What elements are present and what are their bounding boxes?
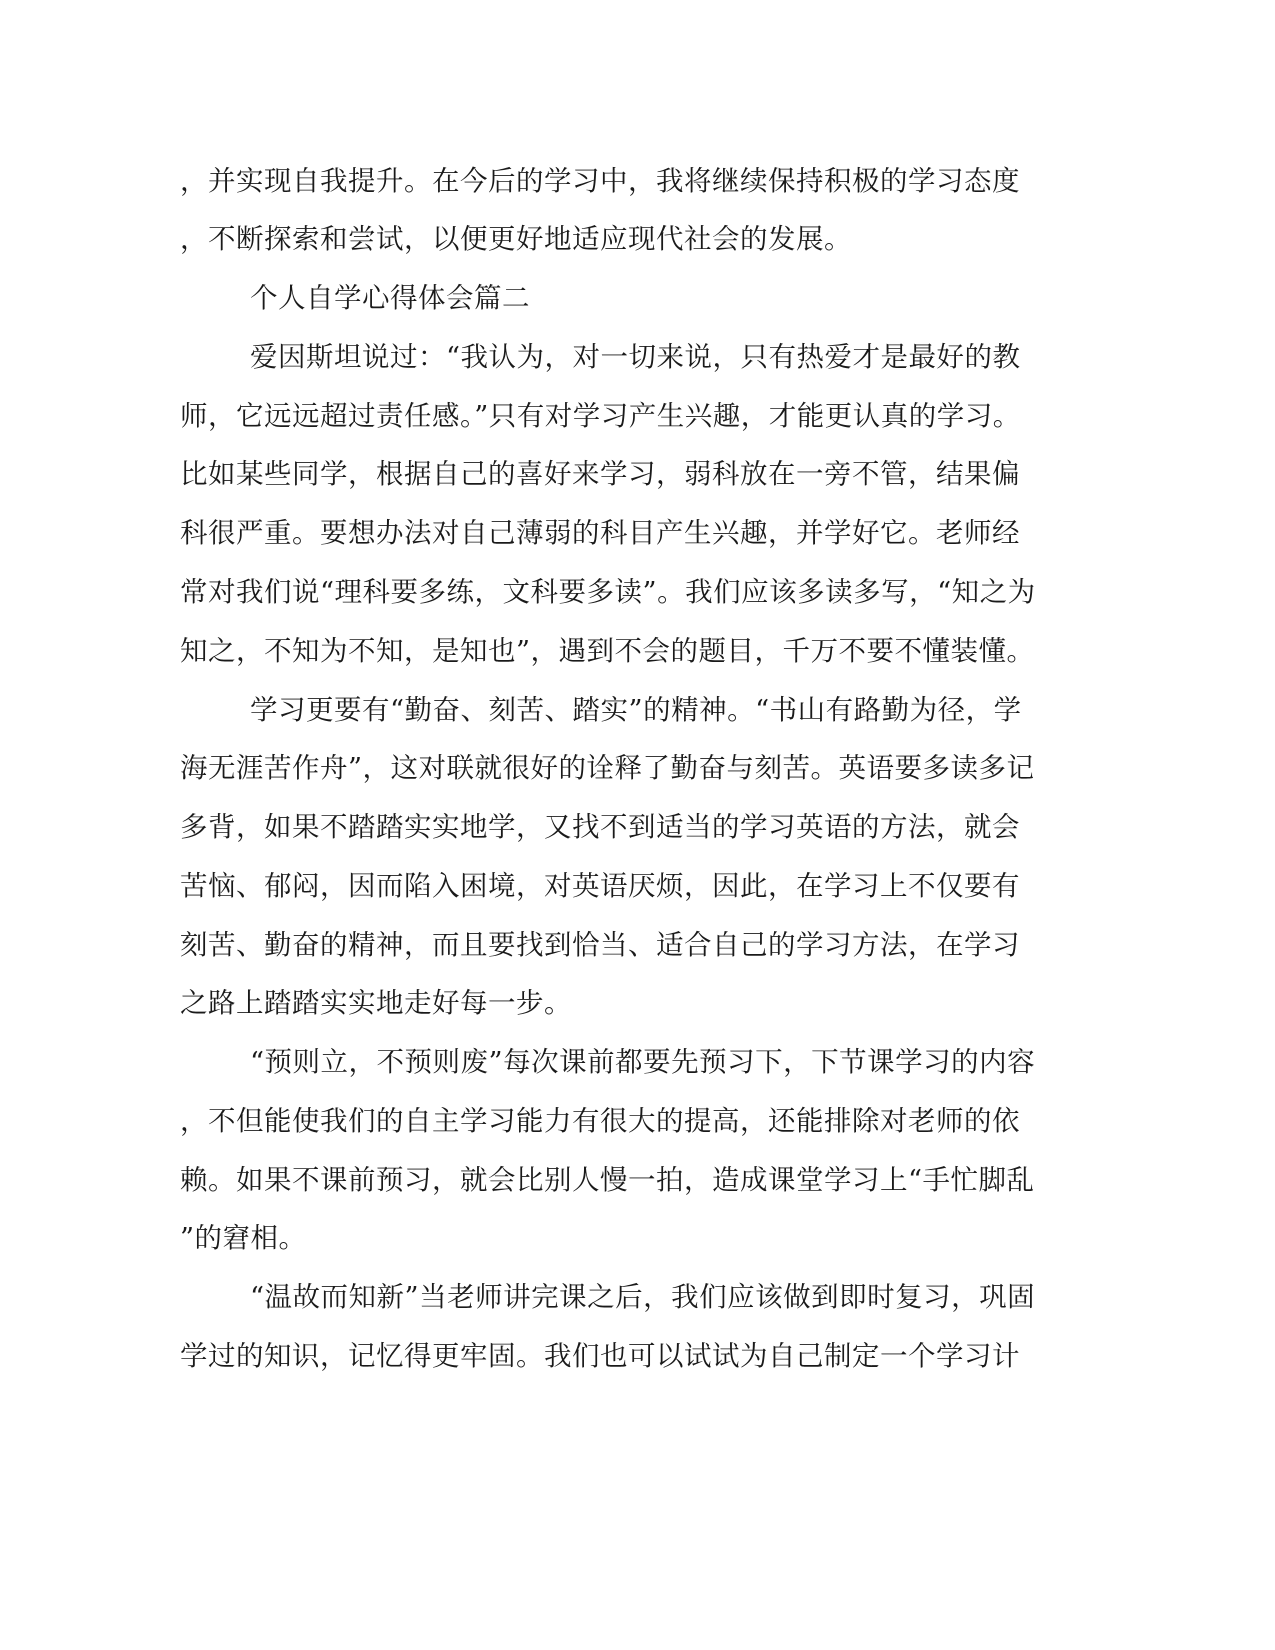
text-line: 学习更要有“勤奋、刻苦、踏实”的精神。“书山有路勤为径，学	[250, 694, 1022, 726]
text-line: ，不断探索和尝试，以便更好地适应现代社会的发展。	[180, 223, 852, 255]
text-line: ，并实现自我提升。在今后的学习中，我将继续保持积极的学习态度	[180, 165, 1020, 197]
text-line: ，不但能使我们的自主学习能力有很大的提高，还能排除对老师的依	[180, 1105, 1020, 1137]
text-line: 刻苦、勤奋的精神，而且要找到恰当、适合自己的学习方法，在学习	[180, 929, 1020, 961]
text-line: 科很严重。要想办法对自己薄弱的科目产生兴趣，并学好它。老师经	[180, 517, 1020, 549]
text-line: 师，它远远超过责任感。”只有对学习产生兴趣，才能更认真的学习。	[180, 400, 1021, 432]
text-line: 多背，如果不踏踏实实地学，又找不到适当的学习英语的方法，就会	[180, 811, 1020, 843]
text-line: 知之，不知为不知，是知也”，遇到不会的题目，千万不要不懂装懂。	[180, 635, 1035, 667]
text-line: 赖。如果不课前预习，就会比别人慢一拍，造成课堂学习上“手忙脚乱	[180, 1164, 1035, 1196]
text-line: 比如某些同学，根据自己的喜好来学习，弱科放在一旁不管，结果偏	[180, 458, 1020, 490]
text-line: 之路上踏踏实实地走好每一步。	[180, 987, 572, 1019]
text-line: 苦恼、郁闷，因而陷入困境，对英语厌烦，因此，在学习上不仅要有	[180, 870, 1020, 902]
section-heading: 个人自学心得体会篇二	[250, 282, 530, 314]
text-line: “温故而知新”当老师讲完课之后，我们应该做到即时复习，巩固	[250, 1281, 1036, 1313]
text-line: 爱因斯坦说过：“我认为，对一切来说，只有热爱才是最好的教	[250, 341, 1021, 373]
text-line: 海无涯苦作舟”，这对联就很好的诠释了勤奋与刻苦。英语要多读多记	[180, 752, 1035, 784]
text-line: 学过的知识，记忆得更牢固。我们也可以试试为自己制定一个学习计	[180, 1340, 1020, 1372]
text-line: 常对我们说“理科要多练，文科要多读”。我们应该多读多写，“知之为	[180, 576, 1036, 608]
text-line: “预则立，不预则废”每次课前都要先预习下，下节课学习的内容	[250, 1046, 1036, 1078]
text-line: ”的窘相。	[180, 1222, 307, 1254]
